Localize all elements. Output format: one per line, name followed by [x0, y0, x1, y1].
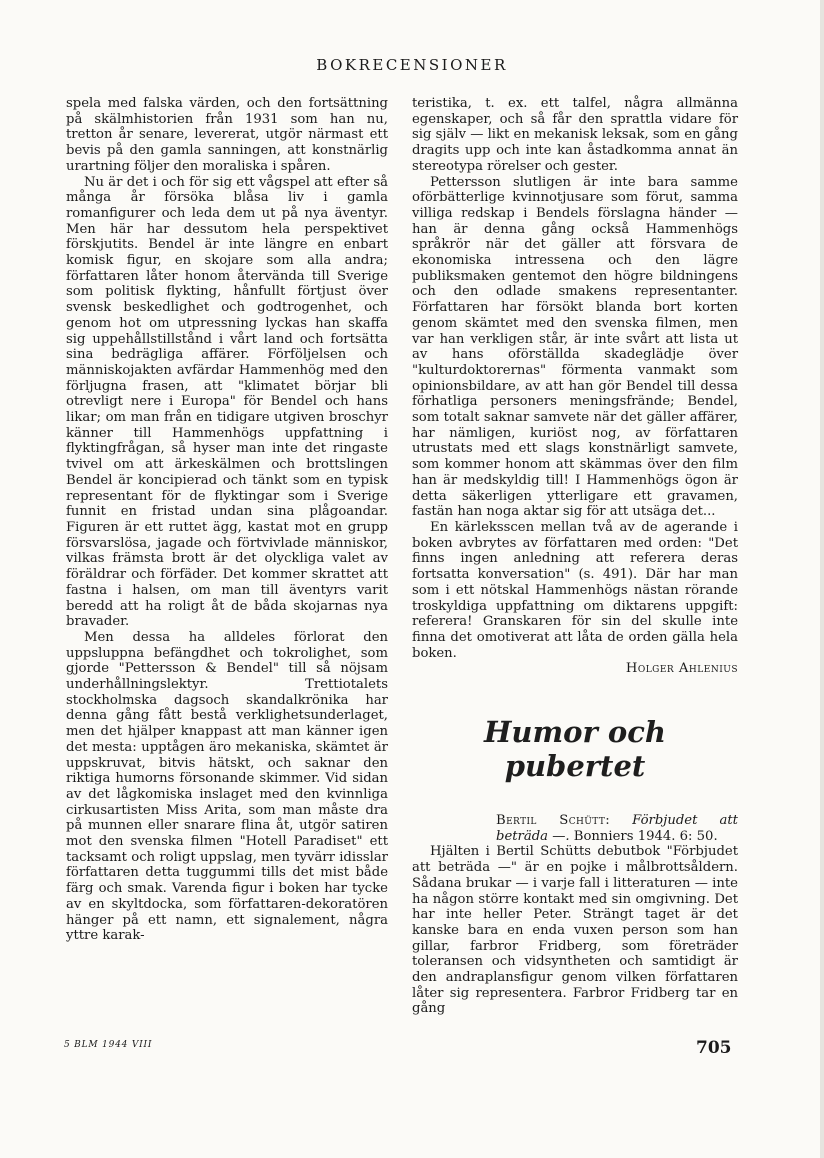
book-author: Bertil Schütt:: [496, 813, 611, 829]
review-signature-line: [412, 661, 738, 677]
review-body: Hjälten i Bertil Schütts debutbok "Förbjudet att beträda —" är en pojke i målbrottsåldern. Sådana brukar — i varje fall i litteraturen — inte ha någon större kontakt med sin omgivning. Det har inte heller Peter. Strängt taget är det kanske bara en enda vuxen person som han gillar, farbror Fridberg, som företräder toleransen och vidsyntheten och samtidigt är den andraplansfigur genom vilken författaren låter sig representera. Farbror Fridberg tar en gång: [412, 844, 738, 1017]
review-title: Humor och pubertet: [484, 715, 666, 784]
signature-mark: 5 BLM 1944 VIII: [64, 1040, 153, 1050]
paragraph: spela med falska värden, och den fortsättning på skälmhistorien från 1931 som han nu, tretton år senare, levererat, utgör närmast ett bevis på den gamla sanningen, att konstnärlig urartning följer den moraliska i spåren.: [66, 96, 388, 174]
paragraph: [412, 520, 738, 661]
reviewer-signature: Holger Ahlenius: [625, 661, 738, 677]
book-title: Förbjudet att beträda —.: [496, 813, 738, 844]
bibliographic-entry: [412, 813, 738, 844]
paragraph: teristika, t. ex. ett talfel, några allmänna egenskaper, och så får den sprattla vidare för sig själv — likt en mekanisk leksak, som en gång dragits upp och inte kan åstadkomma annat än stereotypa rörelser och gester.: [412, 96, 738, 174]
paragraph: Men dessa ha alldeles förlorat den uppsluppna befängdhet och tokrolighet, som gjorde "Pettersson & Bendel" till så nöjsam underhållningslektyr. Trettiotalets stockholmska dagsoch skandalkrönika har denna gång fått bestå verklighetsunderlaget, men det hjälper knappast att man känner igen det mesta: upptågen äro mekaniska, skämtet är uppskruvat, bitvis hätskt, och saknar den riktiga humorns försonande skimmer. Vid sidan av det lågkomiska inslaget med den kvinnliga cirkusartisten Miss Arita, som man måste dra på munnen eller snarare flina åt, utgör satiren mot den svenska filmen "Hotell Paradiset" ett tacksamt och roligt uppslag, men tyvärr idisslar författaren detta tuggummi tills det mist både färg och smak. Varenda figur i boken har tycke av en skyltdocka, som författaren-dekoratören hänger på ett namn, ett signalement, några yttre karak-: [66, 629, 388, 944]
book-publisher: Bonniers 1944. 6: 50.: [573, 828, 718, 844]
paragraph: Pettersson slutligen är inte bara samme oförbätterlige kvinnotjusare som förut, samma villiga redskap i Bendels förslagna händer — han är denna gång också Hammenhögs språkrör när det gäller att försvara de ekonomiska intressena och den lägre publiksmaken gentemot den högre bildningens och den odlade smakens representanter. Författaren har försökt blanda bort korten genom skämtet med den svenska filmen, men var han verkligen står, är inte svårt att lista ut av hans oförställda skadeglädje över "kulturdoktorernas" förmenta vanmakt som opinionsbildare, av att han gör Bendel till dessa förhatliga personers meningsfrände; Bendel, som totalt saknar samvete när det gäller affärer, har nämligen, kuriöst nog, av författaren utrustats med ett slags konstnärligt samvete, som kommer honom att skämmas över den film han är medskyldig till! I Hammenhögs ögon är detta säkerligen ytterligare ett gravamen, fastän han noga aktar sig för att utsäga det...: [412, 174, 738, 520]
left-column: [66, 96, 388, 944]
paragraph: Nu är det i och för sig ett vågspel att efter så många år försöka blåsa liv i gamla romanfigurer och leda dem ut på nya äventyr. Men här har dessutom hela perspektivet förskjutits. Bendel är inte längre en enbart komisk figur, en skojare som alla andra; författaren låter honom återvända till Sverige som politisk flykting, hånfullt förtjust över svensk beskedlighet och godtrogenhet, och genom hot om utpressning lyckas han skaffa sig uppehållstillstånd i vårt land och fortsätta sina bedrägliga affärer. Förföljelsen och människojakten avfärdar Hammenhög med den förljugna frasen, att "klimatet börjar bli otrevligt nere i Europa" för Bendel och hans likar; om man från en tidigare utgiven broschyr känner till Hammenhögs uppfattning i flyktingfrågan, så hyser man inte det ringaste tvivel om att ärkeskälmen och brottslingen Bendel är koncipierad och tänkt som en typisk representant för de flyktingar som i Sverige funnit en fristad undan sina plågoandar. Figuren är ett ruttet ägg, kastat mot en grupp försvarslösa, jagade och förtvivlade människor, vilkas främsta brott är det olyckliga valet av föräldrar och förfäder. Det kommer skrattet att fastna i halsen, om man till äventyrs varit beredd att ha roligt åt de båda skojarnas nya bravader.: [66, 174, 388, 630]
page-number: 705: [696, 1038, 732, 1058]
right-column: [412, 96, 738, 1017]
page-edge: [820, 0, 824, 1158]
running-head: BOKRECENSIONER: [316, 56, 508, 74]
paragraph-text: En kärleksscen mellan två av de agerande i boken avbrytes av författaren med orden: "Det finns ingen anledning att referera deras fortsatta konversation" (s. 491). Där har man som i ett nötskal Hammenhögs nästan rörande troskyldiga uppfattning om diktarens uppgift: referera! Granskaren för sin del skulle inte finna det omotiverat att låta de orden gälla hela boken.: [412, 519, 738, 661]
